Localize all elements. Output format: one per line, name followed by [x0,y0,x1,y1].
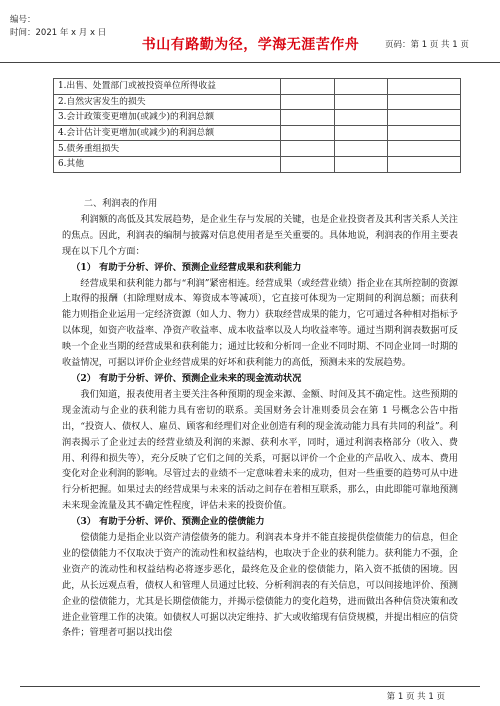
table-row [54,110,461,126]
table-cell [281,156,335,172]
page-header [0,0,500,63]
table-cell [281,125,335,141]
intro-paragraph: 利润额的高低及其发展趋势，是企业生存与发展的关键，也是企业投资者及其利害关系人关注的焦点。因此，利润表的编制与披露对信息使用者是至关重要的。具体地说，利润表的作用主要表现在以下几个方面： [62,213,458,257]
subsection-heading-2: （2） 有助于分析、评价、预测企业未来的现金流动状况 [71,372,302,384]
header-number-label: 编号： [10,15,36,25]
table-cell [281,141,335,157]
footer-page-info: 第 1 页 共 1 页 [386,692,445,702]
table-cell [388,110,461,126]
table-cell [388,79,461,95]
table-cell-label: 4.会计估计变更增加(或减少)的利润总额 [54,125,281,141]
section-title: 二、利润表的作用 [83,198,158,209]
subsection-heading-3: （3） 有助于分析、评价、预测企业的偿债能力 [71,516,265,528]
table-cell [388,94,461,110]
table-row [54,141,461,157]
table-cell [281,110,335,126]
table-cell [335,125,388,141]
header-motto: 书山有路勤为径，学海无涯苦作舟 [141,37,360,53]
table-cell [335,156,388,172]
table-cell [281,94,335,110]
table-cell [281,79,335,95]
header-time-label: 时间：2021 年 x 月 x 日 [10,28,107,38]
table-cell-label: 6.其他 [54,156,281,172]
paragraph-1: 经营成果和获利能力都与“利润”紧密相连。经营成果（或经营业绩）指企业在其所控制的资源上取得的报酬（扣除理财成本、筹资成本等减项），它直接可体现为一定期间的利润总额；而获利能力则指企业运用一定经济资源（如人力、物力）获取经营成果的能力，它可通过各种相对指标予以体现，如资产收益率、净资产收益率、成本收益率以及人均收益率等。通过当期利润表数据可反映一个企业当期的经营成果和获利能力；通过比较和分析同一企业不同时期、不同企业同一时期的收益情况，可据以评价企业经营成果的好坏和获利能力的高低，预测未来的发展趋势。 [62,277,458,369]
table-cell [388,125,461,141]
subsection-heading-1: （1） 有助于分析、评价、预测企业经营成果和获利能力 [71,261,302,273]
table-cell [335,141,388,157]
paragraph-2: 我们知道，报表使用者主要关注各种预期的现金来源、金额、时间及其不确定性。这些预期的现金流动与企业的获利能力具有密切的联系。美国财务会计准则委员会在第 1 号概念公告中指出，“投资人、债权人、雇员、顾客和经理们对企业创造有利的现金流动能力具有共同的利益”。利润表揭示了企业过去的经营业绩及利润的来源、获利水平，同时，通过利润表格部分（收入、费用、利得和损失等），充分反映了它们之间的关系，可据以评价一个企业的产品收入、成本、费用变化对企业利润的影响。尽管过去的业绩不一定意味着未来的成功，但对一些重要的趋势可从中进行分析把握。如果过去的经营成果与未来的活动之间存在着相互联系，那么，由此即能可靠地预测未来现金流量及其不确定性程度，评估未来的投资价值。 [62,388,458,512]
table-cell [335,110,388,126]
table-cell-label: 1.出售、处置部门或被投资单位所得收益 [54,79,281,95]
table-cell [335,79,388,95]
table-row [54,79,461,95]
items-table [53,78,461,173]
table-row [54,156,461,172]
document-body [62,196,458,641]
table-cell-label: 5.债务重组损失 [54,141,281,157]
header-meta [10,14,106,40]
table-cell [335,94,388,110]
table-cell-label: 2.自然灾害发生的损失 [54,94,281,110]
table-row [54,94,461,110]
table-cell [388,156,461,172]
page-footer [0,686,500,706]
footer-divider [20,686,480,687]
table-row [54,125,461,141]
header-page-info: 页码：第 1 页 共 1 页 [385,40,469,50]
table-cell [388,141,461,157]
paragraph-3: 偿债能力是指企业以资产清偿债务的能力。利润表本身并不能直接提供偿债能力的信息，但企业的偿债能力不仅取决于资产的流动性和权益结构，也取决于企业的获利能力。获利能力不强，企业资产的流动性和权益结构必将逐步恶化，最终危及企业的偿债能力，陷入资不抵债的困境。因此，从长远观点看，债权人和管理人员通过比较、分析利润表的有关信息，可以间接地评价、预测企业的偿债能力，尤其是长期偿债能力，并揭示偿债能力的变化趋势，进而做出各种信贷决策和改进企业管理工作的决策。如债权人可据以决定维持、扩大或收缩现有信贷规模，并提出相应的信贷条件；管理者可据以找出偿 [62,532,458,639]
table-cell-label: 3.会计政策变更增加(或减少)的利润总额 [54,110,281,126]
